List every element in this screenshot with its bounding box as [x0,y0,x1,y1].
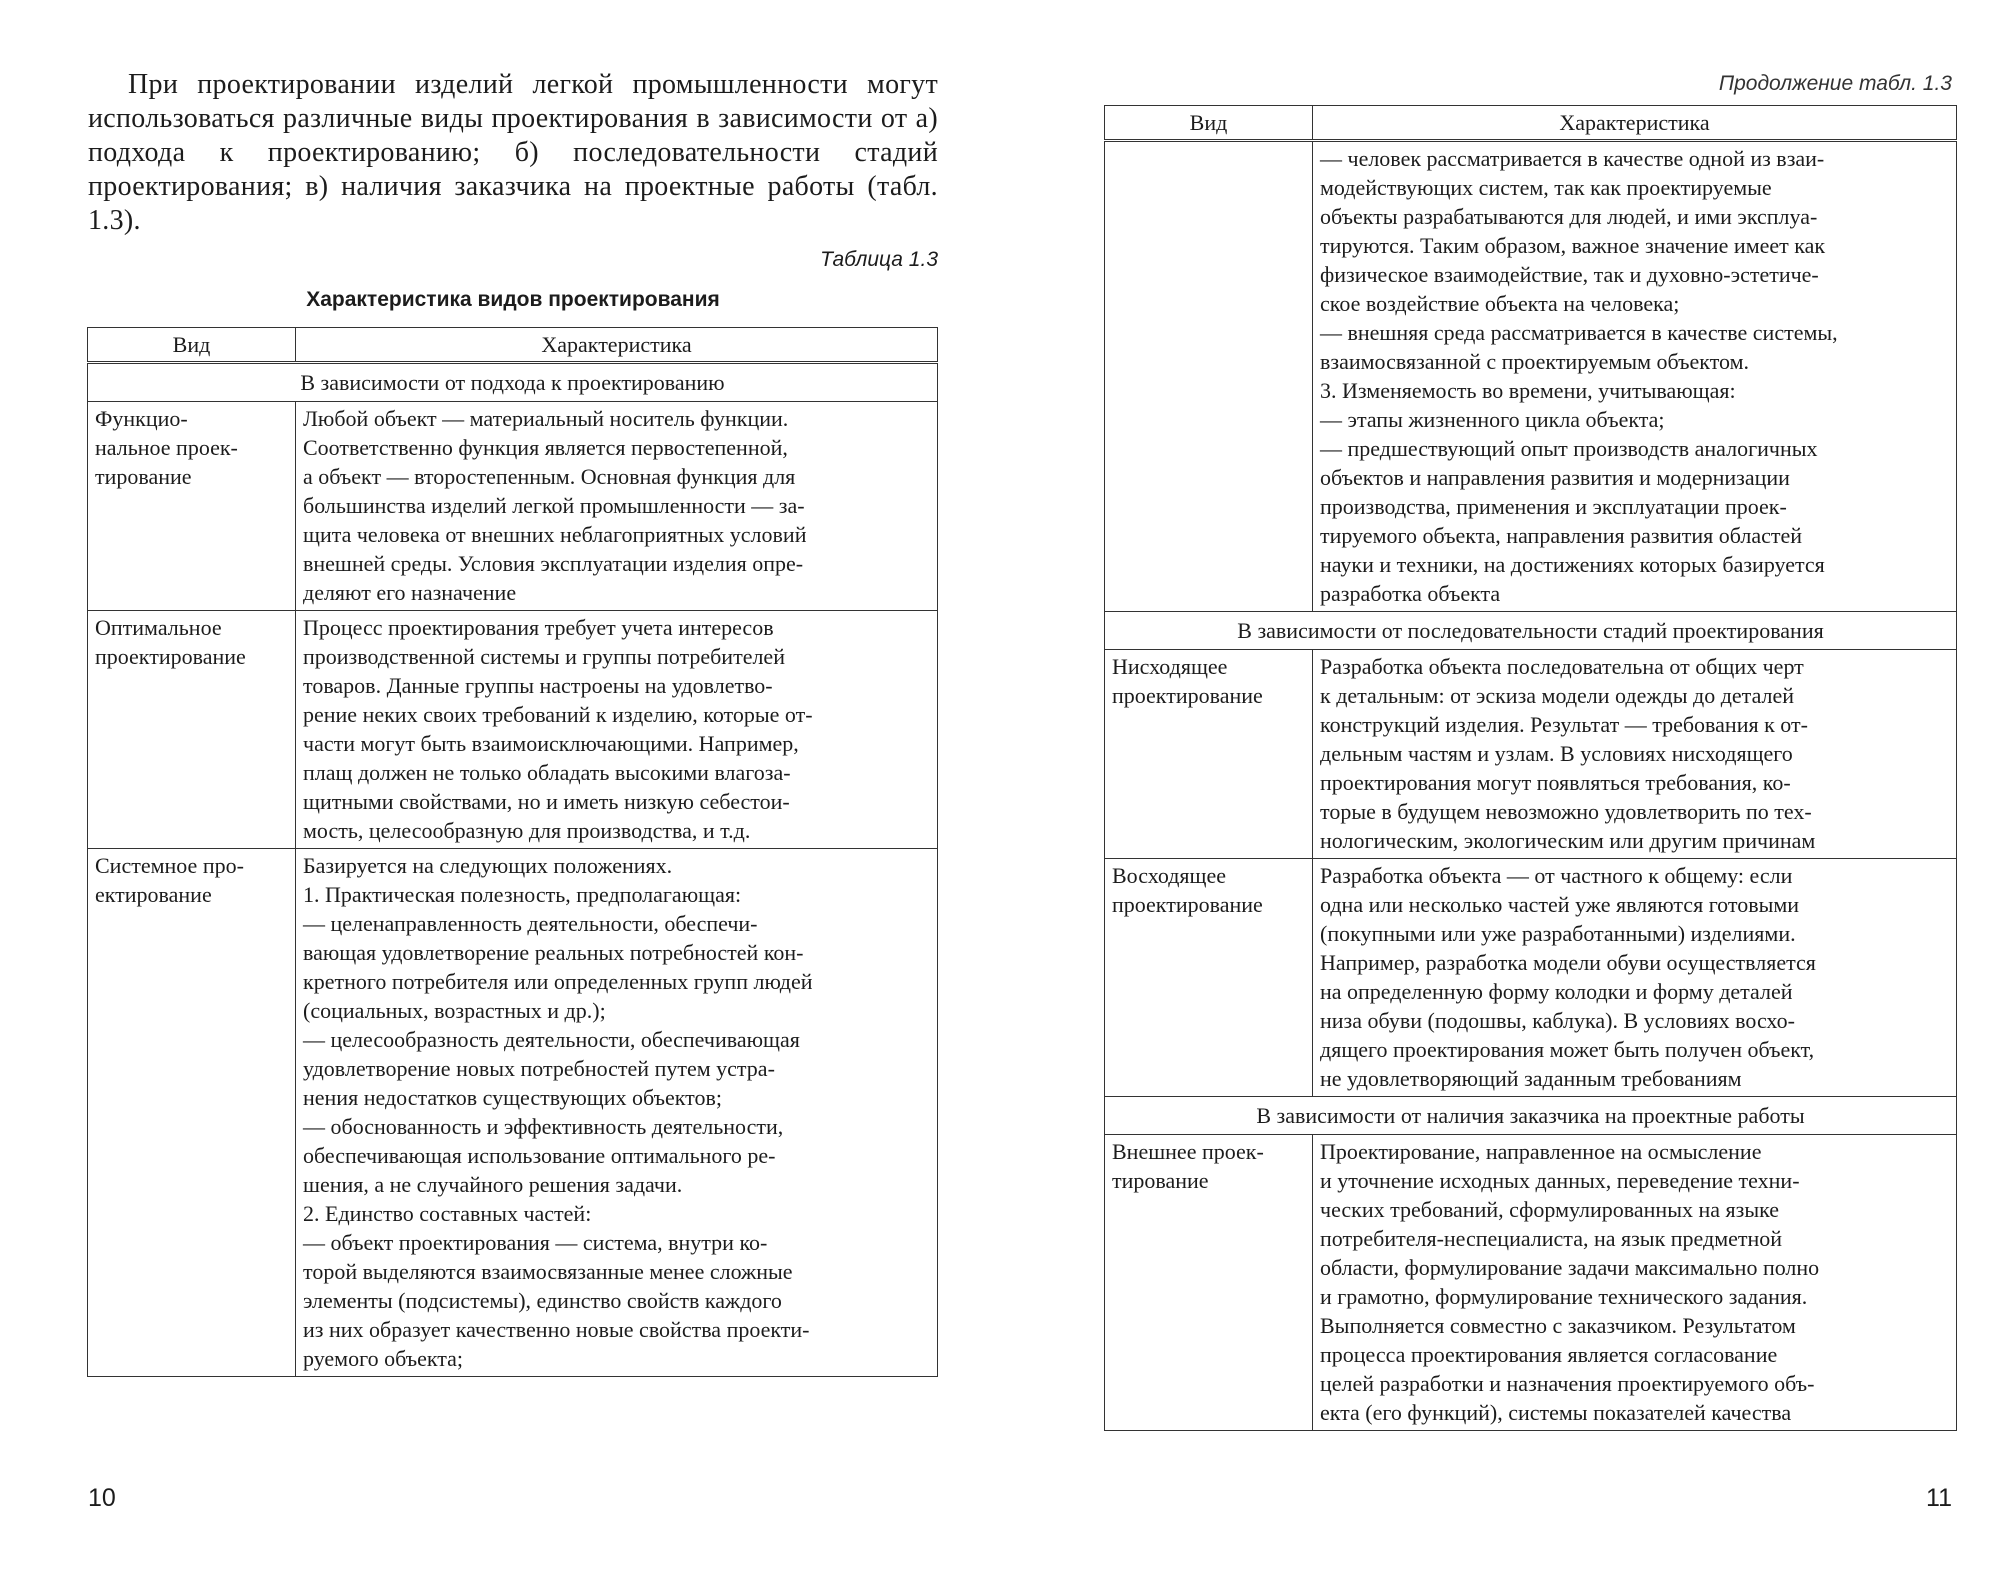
text-line: Выполняется совместно с заказчиком. Результатом [1320,1313,1796,1338]
text-line: щита человека от внешних неблагоприятных условий [303,522,807,547]
text-line: — внешняя среда рассматривается в качестве системы, [1320,320,1838,345]
section-heading: В зависимости от подхода к проектированию [88,363,938,402]
text-line: проектирования могут появляться требования, ко- [1320,770,1791,795]
text-line: конструкций изделия. Результат — требования к от- [1320,712,1808,737]
table-row [1105,141,1957,612]
table-row [1105,1135,1957,1431]
text-line: Проектирование, направленное на осмысление [1320,1139,1762,1164]
intro-paragraph: При проектировании изделий легкой промышленности могут использоваться различные виды проектирования в зависимости от а) подхода к проектированию; б) последовательности стадий проектирования; в) наличия заказчика на проектные работы (табл. 1.3). [88,69,938,236]
table-row [88,849,938,1377]
section-row [1105,1097,1957,1135]
text-line: науки и техники, на достижениях которых базируется [1320,552,1825,577]
text-line: нения недостатков существующих объектов; [303,1085,723,1110]
table-header-row [88,328,938,363]
text-line: тируемого объекта, направления развития областей [1320,523,1803,548]
text-line: дельным частям и узлам. В условиях нисходящего [1320,741,1793,766]
header-type: Вид [88,328,296,363]
table-number: Таблица 1.3 [820,248,938,271]
type-line: Оптимальное [95,615,222,640]
text-line: торые в будущем невозможно удовлетворить по тех- [1320,799,1812,824]
text-line: процесса проектирования является согласование [1320,1342,1778,1367]
type-cell [1105,141,1313,612]
text-line: екта (его функций), системы показателей качества [1320,1400,1792,1425]
text-line: — этапы жизненного цикла объекта; [1320,407,1665,432]
text-line: не удовлетворяющий заданным требованиям [1320,1066,1742,1091]
text-line: взаимосвязанной с проектируемым объектом. [1320,349,1750,374]
type-line: нальное проек- [95,435,238,460]
text-line: Разработка объекта — от частного к общему: если [1320,863,1793,888]
type-line: Функцио- [95,406,188,431]
section-row [88,363,938,402]
text-line: 1. Практическая полезность, предполагающая: [303,882,742,907]
text-line: 2. Единство составных частей: [303,1201,592,1226]
table-header-row [1105,106,1957,141]
text-line: к детальным: от эскиза модели одежды до деталей [1320,683,1795,708]
text-line: (социальных, возрастных и др.); [303,998,606,1023]
text-line: на определенную форму колодки и форму деталей [1320,979,1793,1004]
text-line: деляют его назначение [303,580,517,605]
text-line: ческих требований, сформулированных на языке [1320,1197,1780,1222]
text-line: элементы (подсистемы), единство свойств каждого [303,1288,782,1313]
header-type: Вид [1105,106,1313,141]
table-row [88,402,938,611]
type-cell [1105,859,1313,1097]
type-line: Нисходящее [1112,654,1228,679]
text-line: (покупными или уже разработанными) изделиями. [1320,921,1796,946]
right-page [1000,0,2000,1583]
text-line: — объект проектирования — система, внутри ко- [303,1230,768,1255]
text-line: ское воздействие объекта на человека; [1320,291,1680,316]
table-row [1105,650,1957,859]
text-line: объекты разрабатываются для людей, и ими эксплуа- [1320,204,1818,229]
type-line: Системное про- [95,853,244,878]
text-line: товаров. Данные группы настроены на удовлетво- [303,673,773,698]
type-cell [88,849,296,1377]
text-line: — человек рассматривается в качестве одной из взаи- [1320,146,1825,171]
type-line: тирование [95,464,192,489]
text-line: из них образует качественно новые свойства проекти- [303,1317,810,1342]
text-line: — предшествующий опыт производств аналогичных [1320,436,1818,461]
text-line: Соответственно функция является первостепенной, [303,435,788,460]
header-characteristic: Характеристика [1313,106,1957,141]
characteristic-cell [1313,859,1957,1097]
text-line: большинства изделий легкой промышленности — за- [303,493,805,518]
text-line: руемого объекта; [303,1346,464,1371]
characteristic-cell [296,402,938,611]
text-line: — целесообразность деятельности, обеспечивающая [303,1027,800,1052]
text-line: кретного потребителя или определенных групп людей [303,969,813,994]
characteristic-cell [1313,650,1957,859]
text-line: производства, применения и эксплуатации проек- [1320,494,1787,519]
characteristic-cell [1313,141,1957,612]
characteristic-cell [1313,1135,1957,1431]
page-number: 11 [1926,1484,1952,1512]
type-line: Внешнее проек- [1112,1139,1264,1164]
type-cell [88,611,296,849]
characteristic-cell [296,611,938,849]
section-row [1105,612,1957,650]
continuation-label: Продолжение табл. 1.3 [1718,72,1952,95]
text-line: а объект — второстепенным. Основная функция для [303,464,796,489]
table-title: Характеристика видов проектирования [306,288,720,311]
text-line: обеспечивающая использование оптимального ре- [303,1143,776,1168]
text-line: нологическим, экологическим или другим причинам [1320,828,1816,853]
type-line: проектирование [1112,892,1263,917]
text-line: области, формулирование задачи максимально полно [1320,1255,1820,1280]
section-heading: В зависимости от последовательности стадий проектирования [1105,612,1957,650]
text-line: и уточнение исходных данных, переведение техни- [1320,1168,1800,1193]
text-line: производственной системы и группы потребителей [303,644,785,669]
text-line: тируются. Таким образом, важное значение имеет как [1320,233,1826,258]
type-cell [1105,1135,1313,1431]
text-line: мость, целесообразную для производства, и т.д. [303,818,751,843]
text-line: одна или несколько частей уже являются готовыми [1320,892,1800,917]
table-row [1105,859,1957,1097]
text-line: низа обуви (подошвы, каблука). В условиях восхо- [1320,1008,1795,1033]
characteristic-cell [296,849,938,1377]
text-line: потребителя-неспециалиста, на язык предметной [1320,1226,1783,1251]
type-line: проектирование [95,644,246,669]
text-line: физическое взаимодействие, так и духовно-эстетиче- [1320,262,1819,287]
header-characteristic: Характеристика [296,328,938,363]
text-line: рение неких своих требований к изделию, которые от- [303,702,813,727]
text-line: шения, а не случайного решения задачи. [303,1172,683,1197]
type-cell [88,402,296,611]
text-line: Процесс проектирования требует учета интересов [303,615,774,640]
text-line: объектов и направления развития и модернизации [1320,465,1790,490]
text-line: — целенаправленность деятельности, обеспечи- [303,911,758,936]
text-line: Базируется на следующих положениях. [303,853,673,878]
text-line: 3. Изменяемость во времени, учитывающая: [1320,378,1736,403]
design-types-table [87,327,938,1377]
page-number: 10 [88,1484,116,1512]
text-line: части могут быть взаимоисключающими. Например, [303,731,799,756]
text-line: вающая удовлетворение реальных потребностей кон- [303,940,804,965]
text-line: и грамотно, формулирование технического задания. [1320,1284,1808,1309]
section-heading: В зависимости от наличия заказчика на проектные работы [1105,1097,1957,1135]
text-line: Например, разработка модели обуви осуществляется [1320,950,1816,975]
type-cell [1105,650,1313,859]
text-line: целей разработки и назначения проектируемого объ- [1320,1371,1815,1396]
text-line: модействующих систем, так как проектируемые [1320,175,1772,200]
text-line: плащ должен не только обладать высокими влагоза- [303,760,791,785]
text-line: щитными свойствами, но и иметь низкую себестои- [303,789,790,814]
text-line: — обоснованность и эффективность деятельности, [303,1114,784,1139]
text-line: дящего проектирования может быть получен объект, [1320,1037,1815,1062]
table-row [88,611,938,849]
text-line: разработка объекта [1320,581,1501,606]
type-line: ектирование [95,882,212,907]
text-line: Разработка объекта последовательна от общих черт [1320,654,1804,679]
type-line: Восходящее [1112,863,1227,888]
text-line: внешней среды. Условия эксплуатации изделия опре- [303,551,804,576]
text-line: торой выделяются взаимосвязанные менее сложные [303,1259,793,1284]
type-line: проектирование [1112,683,1263,708]
type-line: тирование [1112,1168,1209,1193]
text-line: удовлетворение новых потребностей путем устра- [303,1056,775,1081]
text-line: Любой объект — материальный носитель функции. [303,406,789,431]
design-types-table-continued [1104,105,1957,1431]
